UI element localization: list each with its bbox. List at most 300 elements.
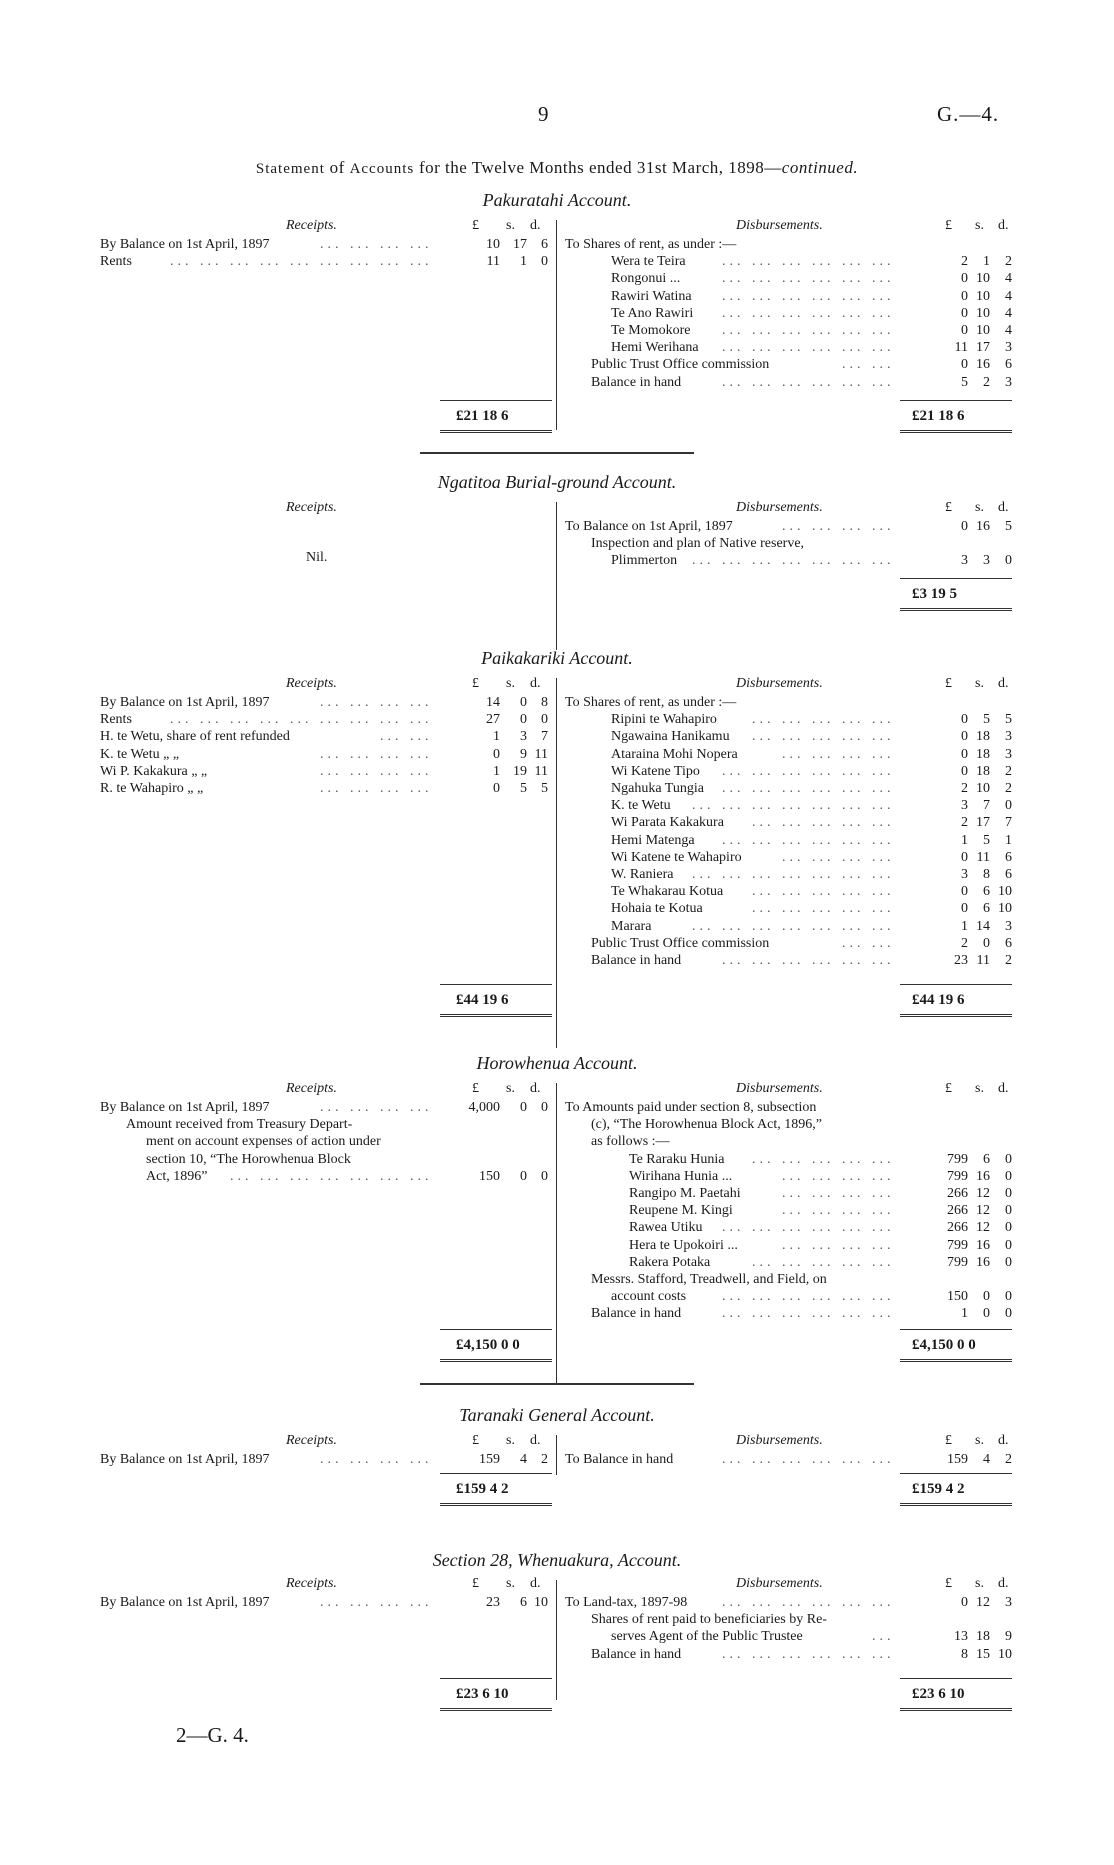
- amount-pounds: 0: [961, 901, 968, 917]
- section-title-italic: Whenuakura, Account.: [517, 1550, 682, 1570]
- row-label: Public Trust Office commission: [591, 935, 770, 951]
- amount-pence: 10: [998, 901, 1012, 917]
- amount-pounds: 4,000: [468, 1100, 500, 1115]
- shilling-header: s.: [975, 1576, 984, 1591]
- disbursements-header: Disbursements.: [736, 676, 823, 691]
- ledger-row: [0, 797, 1114, 814]
- ledger-row: [0, 711, 1114, 728]
- subtotal-rule: [440, 400, 552, 401]
- amount-pounds: 0: [961, 271, 968, 287]
- leader-dots: ... ... ... ... ...: [752, 901, 895, 917]
- amount-shillings: 1: [983, 254, 990, 270]
- row-label: To Balance on 1st April, 1897: [565, 519, 733, 534]
- shilling-header: s.: [975, 218, 984, 233]
- amount-shillings: 17: [976, 815, 990, 831]
- ledger-row: [0, 1288, 1114, 1305]
- subtotal-rule: [900, 1329, 1012, 1330]
- amount-pence: 4: [1005, 288, 1012, 304]
- total-double-rule: [900, 1359, 1012, 1362]
- amount-pence: 10: [534, 1595, 548, 1610]
- row-label: Rangipo M. Paetahi: [629, 1186, 741, 1201]
- amount-pence: 0: [1005, 1220, 1012, 1236]
- amount-shillings: 12: [976, 1595, 990, 1610]
- pound-header: £: [945, 1433, 952, 1448]
- amount-pence: 9: [1005, 1629, 1012, 1645]
- amount-pounds: 3: [961, 867, 968, 882]
- leader-dots: ... ... ... ...: [782, 519, 895, 534]
- amount-pounds: 11: [954, 340, 968, 356]
- amount-pence: 3: [1005, 1595, 1012, 1610]
- ledger-row: [0, 552, 1114, 569]
- amount-shillings: 19: [513, 763, 527, 779]
- row-label: To Land-tax, 1897-98: [565, 1595, 688, 1610]
- title-word-accounts: Accounts: [349, 161, 415, 177]
- leader-dots: ... ... ... ...: [320, 1595, 433, 1610]
- amount-pounds: 266: [947, 1203, 968, 1219]
- pence-header: d.: [998, 1433, 1009, 1448]
- amount-shillings: 7: [983, 798, 990, 814]
- ledger-row: [0, 814, 1114, 831]
- section-title: Horowhenua Account.: [476, 1053, 638, 1073]
- amount-shillings: 16: [976, 1168, 990, 1184]
- row-label: Wi P. Kakakura „ „: [100, 763, 208, 779]
- leader-dots: ... ... ... ... ... ...: [722, 254, 895, 270]
- row-label: serves Agent of the Public Trustee: [611, 1629, 803, 1645]
- amount-pence: 3: [1005, 729, 1012, 745]
- row-label: Hera te Upokoiri ...: [629, 1237, 738, 1253]
- ledger-row: [0, 849, 1114, 866]
- amount-shillings: 3: [983, 553, 990, 569]
- row-label: Hemi Matenga: [611, 832, 695, 848]
- leader-dots: ... ... ... ...: [782, 1237, 895, 1253]
- subtotal-rule: [900, 984, 1012, 985]
- page-number: 9: [538, 102, 549, 126]
- amount-pounds: 0: [961, 323, 968, 338]
- amount-shillings: 9: [520, 746, 527, 762]
- ledger-row: [0, 1219, 1114, 1236]
- amount-pence: 4: [1005, 323, 1012, 338]
- ledger-row: [0, 518, 1114, 535]
- amount-shillings: 0: [983, 1289, 990, 1305]
- row-label: Te Ano Rawiri: [611, 305, 694, 321]
- amount-shillings: 14: [976, 918, 990, 934]
- disbursement-intro: as follows :—: [591, 1134, 670, 1150]
- row-label: Shares of rent paid to beneficiaries by Re-: [591, 1612, 827, 1628]
- amount-pence: 0: [1005, 1289, 1012, 1305]
- amount-pence: 6: [1005, 935, 1012, 951]
- disbursements-total: £3 19 5: [912, 586, 957, 602]
- leader-dots: ... ... ... ... ...: [752, 1254, 895, 1270]
- ledger-row: [0, 1151, 1114, 1168]
- row-label: Act, 1896”: [146, 1168, 208, 1184]
- title-word-statement: Statement: [255, 161, 325, 177]
- row-label: Wera te Teira: [611, 254, 686, 270]
- total-double-rule: [900, 430, 1012, 433]
- amount-pence: 2: [1005, 953, 1012, 968]
- row-label: Amount received from Treasury Depart-: [126, 1117, 353, 1133]
- subtotal-rule: [900, 400, 1012, 401]
- amount-pounds: 1: [961, 918, 968, 934]
- receipts-header: Receipts.: [286, 1576, 337, 1591]
- disbursements-total: £159 4 2: [912, 1481, 965, 1497]
- leader-dots: ... ... ... ...: [782, 1203, 895, 1219]
- amount-pounds: 0: [961, 357, 968, 373]
- leader-dots: ... ... ... ...: [320, 237, 433, 252]
- pound-header: £: [472, 1576, 479, 1591]
- total-double-rule: [440, 1359, 552, 1362]
- row-label: Marara: [611, 918, 652, 934]
- ledger-row: [0, 883, 1114, 900]
- amount-pounds: 3: [961, 553, 968, 569]
- amount-pounds: 0: [961, 288, 968, 304]
- leader-dots: ... ... ... ... ... ... ... ... ...: [170, 712, 433, 728]
- ledger-row: [0, 253, 1114, 270]
- title-rest: for the Twelve Months ended 31st March, 1898—: [414, 158, 782, 177]
- row-label: Wirihana Hunia ...: [629, 1168, 733, 1184]
- row-label: Balance in hand: [591, 1306, 682, 1322]
- row-label: Balance in hand: [591, 374, 682, 390]
- ledger-row: [0, 694, 1114, 711]
- leader-dots: ... ...: [380, 729, 433, 745]
- ledger-row: [0, 1116, 1114, 1133]
- leader-dots: ... ... ... ...: [782, 1186, 895, 1201]
- ledger-row: [0, 1237, 1114, 1254]
- amount-pence: 2: [1005, 1452, 1012, 1467]
- row-label: By Balance on 1st April, 1897: [100, 237, 270, 252]
- receipts-header: Receipts.: [286, 1081, 337, 1096]
- amount-pence: 0: [1005, 1254, 1012, 1270]
- leader-dots: ... ... ... ...: [320, 763, 433, 779]
- amount-pounds: 2: [961, 935, 968, 951]
- amount-pence: 5: [1005, 519, 1012, 534]
- amount-shillings: 4: [520, 1452, 527, 1467]
- pence-header: d.: [998, 676, 1009, 691]
- amount-shillings: 0: [520, 1100, 527, 1115]
- row-label: W. Raniera: [611, 867, 674, 882]
- amount-shillings: 16: [976, 1237, 990, 1253]
- total-double-rule: [440, 1708, 552, 1711]
- amount-pounds: 0: [961, 763, 968, 779]
- title-continued: continued.: [781, 158, 859, 177]
- leader-dots: ... ... ... ...: [320, 746, 433, 762]
- amount-shillings: 18: [976, 1629, 990, 1645]
- leader-dots: ... ... ... ... ... ... ...: [692, 553, 895, 569]
- pound-header: £: [472, 1433, 479, 1448]
- amount-pence: 6: [1005, 849, 1012, 865]
- pound-header: £: [472, 218, 479, 233]
- row-label: Te Raraku Hunia: [629, 1151, 725, 1167]
- statement-title: [0, 158, 1114, 178]
- amount-pounds: 1: [493, 763, 500, 779]
- row-label: Wi Katene Tipo: [611, 763, 700, 779]
- ledger-row: [0, 1451, 1114, 1468]
- shilling-header: s.: [975, 500, 984, 515]
- row-label: Public Trust Office commission: [591, 357, 770, 373]
- amount-pounds: 0: [961, 746, 968, 762]
- amount-pounds: 5: [961, 374, 968, 390]
- amount-shillings: 12: [976, 1186, 990, 1201]
- section-title: Ngatitoa Burial-ground Account.: [437, 472, 677, 492]
- leader-dots: ... ... ... ... ... ... ... ... ...: [170, 254, 433, 270]
- amount-pounds: 10: [486, 237, 500, 252]
- ledger-row: [0, 746, 1114, 763]
- amount-pounds: 0: [493, 746, 500, 762]
- leader-dots: ... ... ... ... ... ...: [722, 340, 895, 356]
- subtotal-rule: [440, 984, 552, 985]
- shilling-header: s.: [506, 1081, 515, 1096]
- ledger-row: [0, 866, 1114, 883]
- pence-header: d.: [998, 1576, 1009, 1591]
- amount-pounds: 0: [961, 305, 968, 321]
- row-label: Hohaia te Kotua: [611, 901, 703, 917]
- section-title: Taranaki General Account.: [459, 1405, 655, 1425]
- amount-shillings: 0: [520, 695, 527, 710]
- amount-pence: 6: [541, 237, 548, 252]
- leader-dots: ... ... ... ... ... ...: [722, 323, 895, 338]
- amount-pounds: 799: [947, 1168, 968, 1184]
- amount-shillings: 8: [983, 867, 990, 882]
- leader-dots: ... ... ... ... ...: [752, 1151, 895, 1167]
- nil-receipts: Nil.: [306, 550, 328, 565]
- row-label: Ngahuka Tungia: [611, 781, 704, 796]
- amount-pounds: 0: [961, 729, 968, 745]
- receipts-total: £159 4 2: [456, 1481, 509, 1497]
- page-footer: 2—G. 4.: [176, 1723, 249, 1747]
- amount-pence: 7: [1005, 815, 1012, 831]
- leader-dots: ... ... ... ... ... ... ...: [692, 867, 895, 882]
- amount-shillings: 12: [976, 1220, 990, 1236]
- ledger-row: [0, 288, 1114, 305]
- amount-pence: 10: [998, 884, 1012, 900]
- pence-header: d.: [998, 500, 1009, 515]
- disbursements-total: £23 6 10: [912, 1686, 965, 1702]
- ledger-row: [0, 1646, 1114, 1663]
- leader-dots: ... ... ... ... ... ...: [722, 763, 895, 779]
- row-label: H. te Wetu, share of rent refunded: [100, 729, 290, 745]
- amount-pounds: 799: [947, 1254, 968, 1270]
- shilling-header: s.: [975, 1081, 984, 1096]
- subtotal-rule: [900, 1473, 1012, 1474]
- pakuratahi-account: [0, 190, 1114, 460]
- amount-shillings: 10: [976, 288, 990, 304]
- row-label: By Balance on 1st April, 1897: [100, 1100, 270, 1115]
- amount-pounds: 266: [947, 1220, 968, 1236]
- disbursement-intro: To Shares of rent, as under :—: [565, 237, 737, 252]
- row-label: Balance in hand: [591, 953, 682, 968]
- row-label: Ataraina Mohi Nopera: [611, 746, 738, 762]
- amount-pounds: 159: [479, 1452, 500, 1467]
- ledger-row: [0, 270, 1114, 287]
- amount-pounds: 3: [961, 798, 968, 814]
- amount-shillings: 0: [520, 712, 527, 728]
- title-of: of: [324, 158, 350, 177]
- shilling-header: s.: [506, 1433, 515, 1448]
- shilling-header: s.: [506, 1576, 515, 1591]
- amount-pence: 0: [1005, 1237, 1012, 1253]
- amount-pounds: 8: [961, 1646, 968, 1662]
- ledger-row: [0, 1305, 1114, 1322]
- amount-pence: 3: [1005, 746, 1012, 762]
- amount-pounds: 2: [961, 254, 968, 270]
- horowhenua-account: [0, 1053, 1114, 1383]
- amount-pence: 3: [1005, 918, 1012, 934]
- ledger-row: [0, 1254, 1114, 1271]
- ledger-row: [0, 535, 1114, 552]
- receipts-header: Receipts.: [286, 1433, 337, 1448]
- amount-pence: 0: [541, 254, 548, 270]
- ledger-row: [0, 1202, 1114, 1219]
- amount-shillings: 11: [976, 953, 990, 968]
- ledger-row: [0, 900, 1114, 917]
- ledger-row: [0, 1611, 1114, 1628]
- amount-pounds: 1: [961, 1306, 968, 1322]
- amount-pounds: 0: [961, 712, 968, 728]
- leader-dots: ... ... ... ...: [320, 695, 433, 710]
- row-label: Te Momokore: [611, 323, 691, 338]
- amount-shillings: 0: [983, 1306, 990, 1322]
- ledger-row: [0, 1271, 1114, 1288]
- amount-pence: 8: [541, 695, 548, 710]
- leader-dots: ... ... ... ... ... ...: [722, 1646, 895, 1662]
- amount-shillings: 6: [983, 884, 990, 900]
- leader-dots: ... ... ... ... ... ...: [722, 953, 895, 968]
- amount-shillings: 16: [976, 357, 990, 373]
- amount-pounds: 2: [961, 815, 968, 831]
- section-title: Pakuratahi Account.: [482, 190, 632, 210]
- shilling-header: s.: [975, 1433, 984, 1448]
- amount-shillings: 16: [976, 519, 990, 534]
- amount-pence: 6: [1005, 357, 1012, 373]
- amount-shillings: 18: [976, 746, 990, 762]
- leader-dots: ... ... ... ... ...: [752, 729, 895, 745]
- subtotal-rule: [440, 1678, 552, 1679]
- ledger-row: [0, 374, 1114, 391]
- row-label: By Balance on 1st April, 1897: [100, 1595, 270, 1610]
- amount-shillings: 0: [520, 1168, 527, 1184]
- amount-pence: 11: [534, 746, 548, 762]
- amount-pence: 10: [998, 1646, 1012, 1662]
- amount-pounds: 2: [961, 781, 968, 796]
- amount-shillings: 17: [976, 340, 990, 356]
- amount-pence: 2: [541, 1452, 548, 1467]
- amount-pence: 2: [1005, 781, 1012, 796]
- amount-pounds: 23: [954, 953, 968, 968]
- disbursements-total: £4,150 0 0: [912, 1337, 976, 1353]
- total-double-rule: [900, 1503, 1012, 1506]
- shilling-header: s.: [975, 676, 984, 691]
- row-label: K. te Wetu „ „: [100, 746, 180, 762]
- disbursement-intro: To Amounts paid under section 8, subsection: [565, 1100, 817, 1115]
- subtotal-rule: [440, 1473, 552, 1474]
- receipts-header: Receipts.: [286, 218, 337, 233]
- amount-pence: 0: [541, 1168, 548, 1184]
- amount-pounds: 1: [493, 729, 500, 745]
- leader-dots: ... ... ... ...: [782, 746, 895, 762]
- amount-shillings: 6: [520, 1595, 527, 1610]
- row-label: Balance in hand: [591, 1646, 682, 1662]
- leader-dots: ... ... ... ...: [782, 849, 895, 865]
- row-label: Te Whakarau Kotua: [611, 884, 724, 900]
- amount-pence: 1: [1005, 832, 1012, 848]
- pound-header: £: [945, 500, 952, 515]
- total-double-rule: [900, 1014, 1012, 1017]
- amount-pounds: 266: [947, 1186, 968, 1201]
- disbursements-header: Disbursements.: [736, 1433, 823, 1448]
- amount-pounds: 1: [961, 832, 968, 848]
- leader-dots: ... ... ... ... ...: [752, 884, 895, 900]
- disbursements-header: Disbursements.: [736, 1081, 823, 1096]
- amount-pounds: 150: [947, 1289, 968, 1305]
- section-title: Paikakariki Account.: [481, 648, 633, 668]
- section-title: [0, 1550, 1114, 1571]
- disbursements-header: Disbursements.: [736, 500, 823, 515]
- pence-header: d.: [530, 1433, 541, 1448]
- total-double-rule: [440, 1503, 552, 1506]
- row-label: Inspection and plan of Native reserve,: [591, 536, 805, 552]
- ledger-row: [0, 763, 1114, 780]
- amount-shillings: 5: [983, 832, 990, 848]
- disbursement-intro: To Shares of rent, as under :—: [565, 695, 737, 710]
- amount-pence: 4: [1005, 305, 1012, 321]
- ledger-row: [0, 728, 1114, 745]
- ledger-row: [0, 1594, 1114, 1611]
- amount-shillings: 17: [513, 237, 527, 252]
- ledger-row: [0, 1185, 1114, 1202]
- receipts-header: Receipts.: [286, 676, 337, 691]
- pound-header: £: [472, 1081, 479, 1096]
- ledger-row: [0, 322, 1114, 339]
- ledger-row: [0, 339, 1114, 356]
- pound-header: £: [945, 676, 952, 691]
- total-double-rule: [440, 1014, 552, 1017]
- ledger-row: [0, 952, 1114, 969]
- amount-pounds: 799: [947, 1237, 968, 1253]
- ledger-row: [0, 832, 1114, 849]
- amount-pence: 6: [1005, 867, 1012, 882]
- amount-pounds: 0: [961, 884, 968, 900]
- row-label: Ngawaina Hanikamu: [611, 729, 730, 745]
- leader-dots: ... ... ... ... ... ...: [722, 1452, 895, 1467]
- subtotal-rule: [440, 1329, 552, 1330]
- amount-pounds: 0: [961, 849, 968, 865]
- leader-dots: ... ... ... ... ...: [752, 815, 895, 831]
- document-reference: G.—4.: [937, 102, 1000, 126]
- amount-pence: 3: [1005, 374, 1012, 390]
- amount-shillings: 6: [983, 1151, 990, 1167]
- amount-pounds: 23: [486, 1595, 500, 1610]
- ledger-row: [0, 918, 1114, 935]
- amount-pence: 2: [1005, 254, 1012, 270]
- row-label: Rakera Potaka: [629, 1254, 711, 1270]
- ledger-row: [0, 1628, 1114, 1645]
- amount-pence: 0: [1005, 1186, 1012, 1201]
- ledger-row: [0, 305, 1114, 322]
- pence-header: d.: [530, 676, 541, 691]
- amount-shillings: 12: [976, 1203, 990, 1219]
- leader-dots: ... ... ... ...: [320, 1452, 433, 1467]
- ledger-row: [0, 236, 1114, 253]
- amount-pounds: 0: [961, 1595, 968, 1610]
- leader-dots: ... ... ... ... ...: [752, 712, 895, 728]
- receipts-total: £44 19 6: [456, 992, 509, 1008]
- pence-header: d.: [530, 1576, 541, 1591]
- amount-shillings: 6: [983, 901, 990, 917]
- total-double-rule: [900, 608, 1012, 611]
- amount-shillings: 1: [520, 254, 527, 270]
- row-label: section 10, “The Horowhenua Block: [146, 1151, 351, 1167]
- row-label: ment on account expenses of action under: [146, 1134, 381, 1150]
- amount-pounds: 14: [486, 695, 500, 710]
